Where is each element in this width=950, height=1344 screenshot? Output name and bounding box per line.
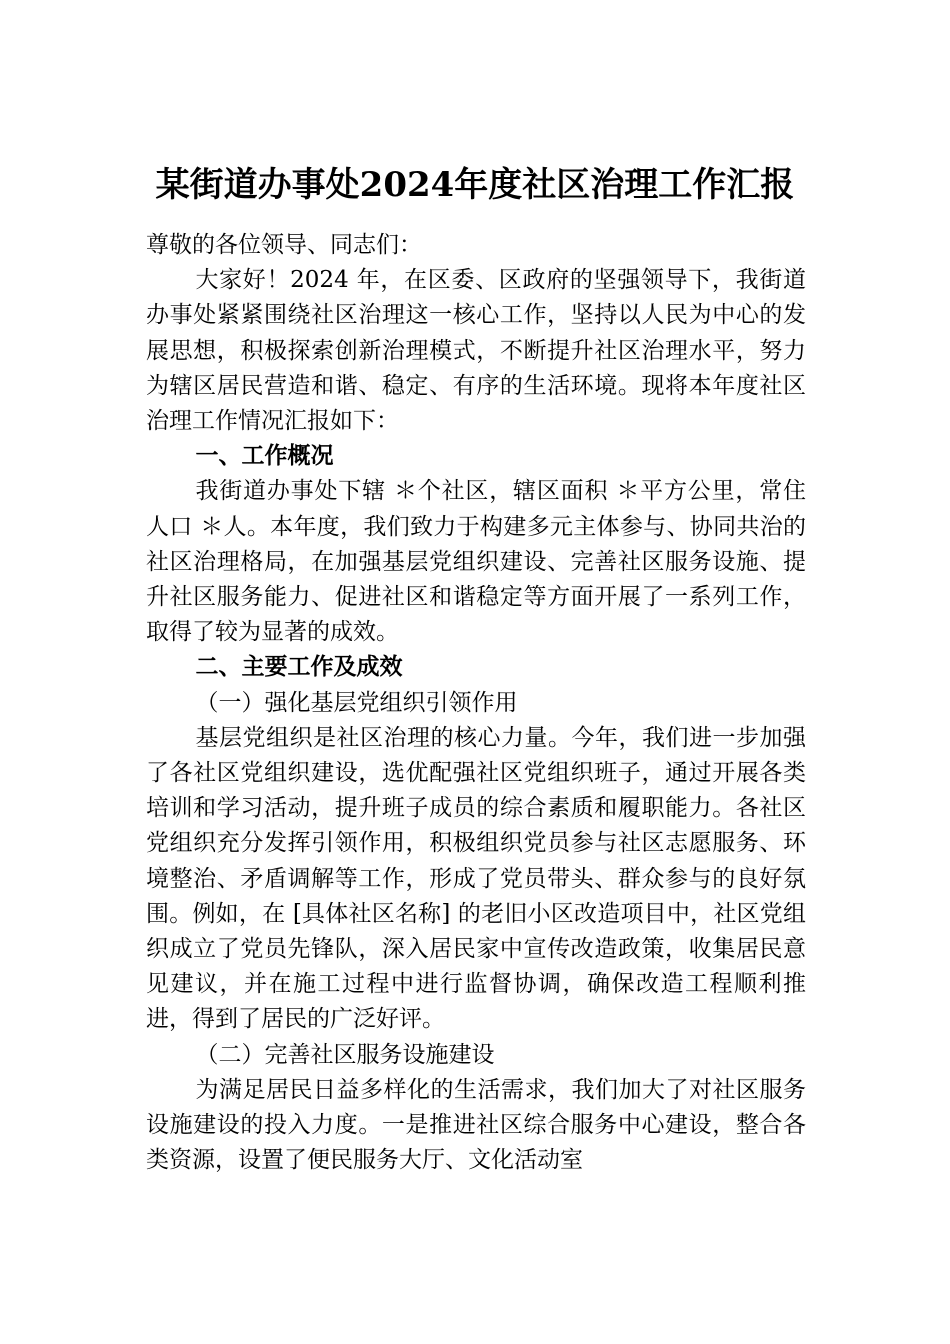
section-heading-overview: 一、工作概况: [195, 443, 334, 470]
subsection-heading-service-facilities: （二）完善社区服务设施建设: [195, 1041, 495, 1068]
intro-paragraph: 大家好！2024 年，在区委、区政府的坚强领导下，我街道办事处紧紧围绕社区治理这一核心工作，坚持以人民为中心的发展思想，积极探索创新治理模式，不断提升社区治理水平，努力为辖区居民营造和谐、稳定、有序的生活环境。现将本年度社区治理工作情况汇报如下：: [146, 267, 806, 435]
service-facilities-paragraph: 为满足居民日益多样化的生活需求，我们加大了对社区服务设施建设的投入力度。一是推进社区综合服务中心建设，整合各类资源，设置了便民服务大厅、文化活动室: [146, 1076, 806, 1174]
document-title: 某街道办事处2024年度社区治理工作汇报: [155, 165, 795, 205]
overview-paragraph: 我街道办事处下辖 ＊个社区，辖区面积 ＊平方公里，常住人口 ＊人。本年度，我们致力于构建多元主体参与、协同共治的社区治理格局，在加强基层党组织建设、完善社区服务设施、提升社区服务能力、促进社区和谐稳定等方面开展了一系列工作，取得了较为显著的成效。: [146, 478, 806, 646]
subsection-heading-party-leadership: （一）强化基层党组织引领作用: [195, 689, 518, 716]
salutation: 尊敬的各位领导、同志们：: [146, 232, 422, 258]
party-leadership-paragraph: 基层党组织是社区治理的核心力量。今年，我们进一步加强了各社区党组织建设，选优配强社区党组织班子，通过开展各类培训和学习活动，提升班子成员的综合素质和履职能力。各社区党组织充分发挥引领作用，积极组织党员参与社区志愿服务、环境整治、矛盾调解等工作，形成了党员带头、群众参与的良好氛围。例如，在 [具体社区名称] 的老旧小区改造项目中，社区党组织成立了党员先锋队，深入居民家中宣传改造政策，收集居民意见建议，并在施工过程中进行监督协调，确保改造工程顺利推进，得到了居民的广泛好评。: [146, 724, 806, 1033]
document-body: [146, 228, 806, 1178]
section-heading-main-work: 二、主要工作及成效: [195, 654, 403, 681]
